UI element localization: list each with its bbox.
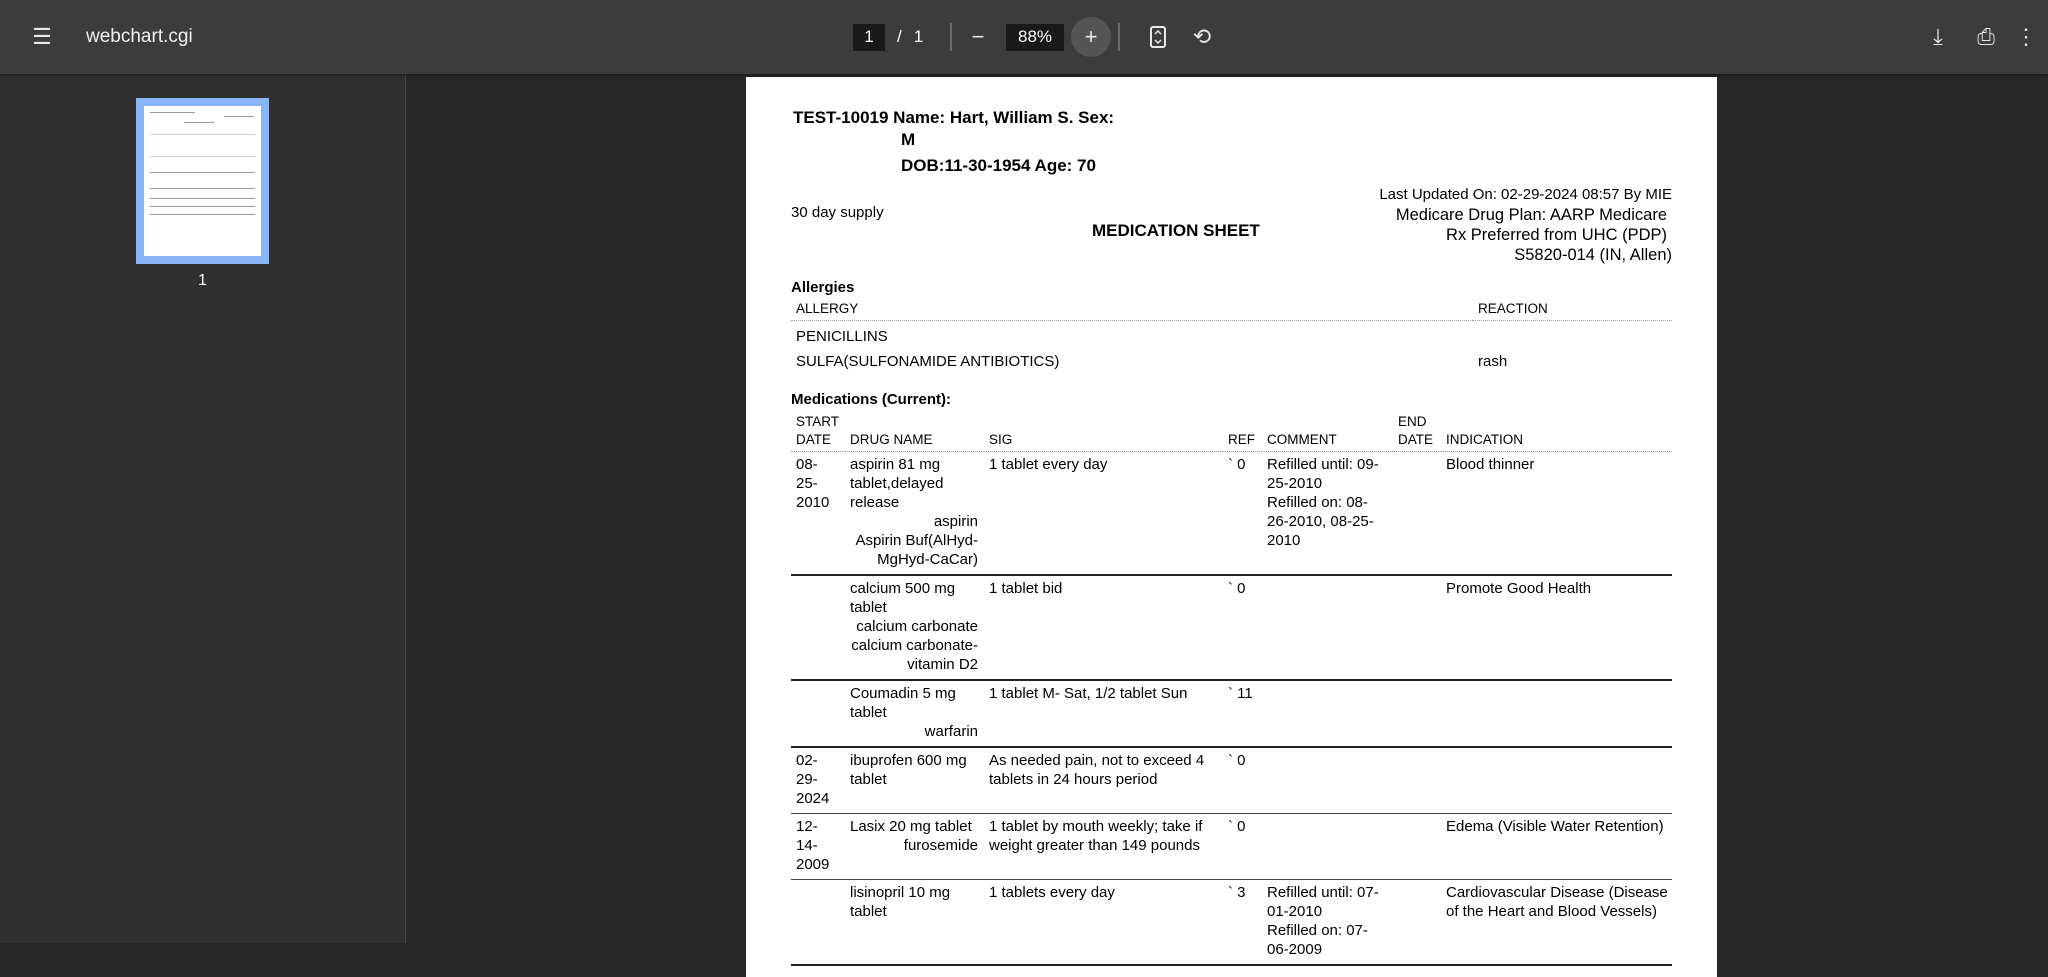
indication-header: INDICATION <box>1441 410 1672 452</box>
allergy-reaction <box>1473 321 1672 350</box>
ref <box>1223 880 1262 966</box>
indication <box>1441 575 1672 680</box>
patient-dob: DOB:11-30-1954 Age: 70 <box>901 156 1096 175</box>
pdf-page <box>746 77 1717 977</box>
sig <box>984 880 1223 966</box>
indication-text: Promote Good Health <box>1446 580 1592 597</box>
pdf-toolbar <box>0 0 2048 74</box>
start-date <box>791 575 845 680</box>
start-date-text: 12-14-2009 <box>796 818 830 873</box>
ref-header: REF <box>1223 410 1262 452</box>
comment-line: Refilled until: 07-01-2010 <box>1267 884 1379 920</box>
drug-name-text: calcium 500 mg tablet <box>850 580 956 616</box>
indication <box>1441 747 1672 814</box>
page-total: 1 <box>913 27 924 46</box>
sig-header: SIG <box>984 410 1223 452</box>
sig <box>984 814 1223 880</box>
document-title: webchart.cgi <box>86 26 193 47</box>
end-date <box>1393 814 1441 880</box>
indication-text: Blood thinner <box>1446 456 1535 473</box>
more-options-icon[interactable]: ⋮ <box>2015 24 2037 49</box>
generic-name: calcium carbonate-vitamin D2 <box>851 637 978 673</box>
drug-name <box>845 880 984 966</box>
drug-name-text: Lasix 20 mg tablet <box>850 818 972 835</box>
end-date-header: END DATE <box>1393 410 1441 452</box>
print-icon[interactable]: ⎙ <box>1977 24 1995 49</box>
supply-note: 30 day supply <box>791 204 884 221</box>
patient-sex: M <box>901 130 916 149</box>
start-date <box>791 680 845 747</box>
comment-line: Refilled on: 07-06-2009 <box>1267 922 1368 958</box>
drug-name-text: aspirin 81 mg tablet,delayed release <box>850 456 944 511</box>
last-updated: Last Updated On: 02-29-2024 08:57 By MIE <box>1379 186 1672 203</box>
end-date <box>1393 575 1441 680</box>
comment <box>1262 747 1393 814</box>
comment <box>1262 880 1393 966</box>
zoom-input[interactable]: 88% <box>1006 24 1064 51</box>
allergy-name: PENICILLINS <box>796 328 888 345</box>
end-date <box>1393 880 1441 966</box>
drug-name-header: DRUG NAME <box>845 410 984 452</box>
allergy-header: ALLERGY <box>791 296 1473 321</box>
drug-name-text: ibuprofen 600 mg tablet <box>850 752 967 788</box>
medication-row <box>791 575 1672 680</box>
plan-line: S5820-014 (IN, Allen) <box>1514 246 1672 264</box>
start-date-text: 08-25-2010 <box>796 456 830 511</box>
indication-text: Cardiovascular Disease (Disease of the Heart and Blood Vessels) <box>1446 884 1668 920</box>
sig-text: 1 tablet M- Sat, 1/2 tablet Sun <box>989 685 1188 702</box>
download-icon[interactable]: ⤓ <box>1933 24 1943 49</box>
end-date <box>1393 452 1441 576</box>
generic-name: aspirin <box>933 513 978 530</box>
medications-heading: Medications (Current): <box>791 391 952 408</box>
start-date-text: 02-29-2024 <box>796 752 830 807</box>
ref-text: ` 0 <box>1228 456 1246 473</box>
drug-name <box>845 747 984 814</box>
allergies-table <box>791 296 1672 374</box>
start-date <box>791 747 845 814</box>
drug-name-text: Coumadin 5 mg tablet <box>850 685 956 721</box>
end-date <box>1393 680 1441 747</box>
generic-name: furosemide <box>903 837 978 854</box>
page-number-input[interactable]: 1 <box>853 24 885 51</box>
comment <box>1262 575 1393 680</box>
rotate-icon[interactable]: ⟲ <box>1192 24 1212 49</box>
divider <box>950 23 952 51</box>
drug-name-text: lisinopril 10 mg tablet <box>850 884 951 920</box>
indication-text: Edema (Visible Water Retention) <box>1446 818 1664 835</box>
allergies-heading: Allergies <box>791 279 855 296</box>
page-separator: / <box>897 27 902 46</box>
ref <box>1223 814 1262 880</box>
patient-header: TEST-10019 Name: Hart, William S. Sex: <box>793 108 1115 127</box>
sig <box>984 747 1223 814</box>
sig-text: 1 tablet by mouth weekly; take if weight greater than 149 pounds <box>989 818 1203 854</box>
comment-header: COMMENT <box>1262 410 1393 452</box>
drug-name <box>845 680 984 747</box>
sig-text: 1 tablet every day <box>989 456 1108 473</box>
sig <box>984 575 1223 680</box>
generic-name: calcium carbonate <box>856 618 978 635</box>
generic-name: Aspirin Buf(AlHyd-MgHyd-CaCar) <box>855 532 978 568</box>
ref-text: ` 3 <box>1228 884 1246 901</box>
indication <box>1441 452 1672 576</box>
end-date <box>1393 747 1441 814</box>
sig-text: 1 tablet bid <box>989 580 1063 597</box>
page-thumbnail[interactable] <box>136 98 269 264</box>
indication <box>1441 680 1672 747</box>
medication-row <box>791 680 1672 747</box>
ref-text: ` 0 <box>1228 752 1246 769</box>
ref <box>1223 747 1262 814</box>
comment <box>1262 680 1393 747</box>
allergy-row <box>791 321 1672 350</box>
ref-text: ` 0 <box>1228 580 1246 597</box>
thumbnail-page-number: 1 <box>198 272 207 289</box>
comment-line: Refilled until: 09-25-2010 <box>1267 456 1379 492</box>
start-date <box>791 880 845 966</box>
drug-name <box>845 814 984 880</box>
plan-line: Rx Preferred from UHC (PDP) <box>1446 226 1667 244</box>
ref <box>1223 452 1262 576</box>
allergy-name: SULFA(SULFONAMIDE ANTIBIOTICS) <box>796 353 1060 370</box>
zoom-out-button[interactable]: − <box>971 24 985 49</box>
start-date <box>791 452 845 576</box>
ref <box>1223 680 1262 747</box>
divider <box>1118 23 1120 51</box>
start-date-header: START DATE <box>791 410 845 452</box>
medication-row <box>791 452 1672 576</box>
reaction-header: REACTION <box>1473 296 1672 321</box>
allergy-reaction: rash <box>1478 353 1508 370</box>
comment-line: Refilled on: 08-26-2010, 08-25-2010 <box>1267 494 1374 549</box>
ref <box>1223 575 1262 680</box>
ref-text: ` 0 <box>1228 818 1246 835</box>
indication <box>1441 880 1672 966</box>
fit-page-icon[interactable] <box>1138 17 1178 57</box>
menu-icon[interactable]: ☰ <box>32 24 52 49</box>
medications-table <box>791 410 1672 966</box>
drug-name <box>845 452 984 576</box>
comment <box>1262 814 1393 880</box>
generic-name: warfarin <box>924 723 978 740</box>
sheet-title: MEDICATION SHEET <box>1092 221 1260 240</box>
sig <box>984 452 1223 576</box>
ref-text: ` 11 <box>1228 685 1253 702</box>
start-date <box>791 814 845 880</box>
allergy-row <box>791 349 1672 374</box>
indication <box>1441 814 1672 880</box>
medication-row <box>791 747 1672 814</box>
zoom-in-button[interactable]: + <box>1071 17 1111 57</box>
sig <box>984 680 1223 747</box>
medication-row <box>791 880 1672 966</box>
comment <box>1262 452 1393 576</box>
medication-row <box>791 814 1672 880</box>
plan-line: Medicare Drug Plan: AARP Medicare <box>1395 206 1667 224</box>
sig-text: As needed pain, not to exceed 4 tablets in 24 hours period <box>989 752 1205 788</box>
sig-text: 1 tablets every day <box>989 884 1115 901</box>
drug-name <box>845 575 984 680</box>
